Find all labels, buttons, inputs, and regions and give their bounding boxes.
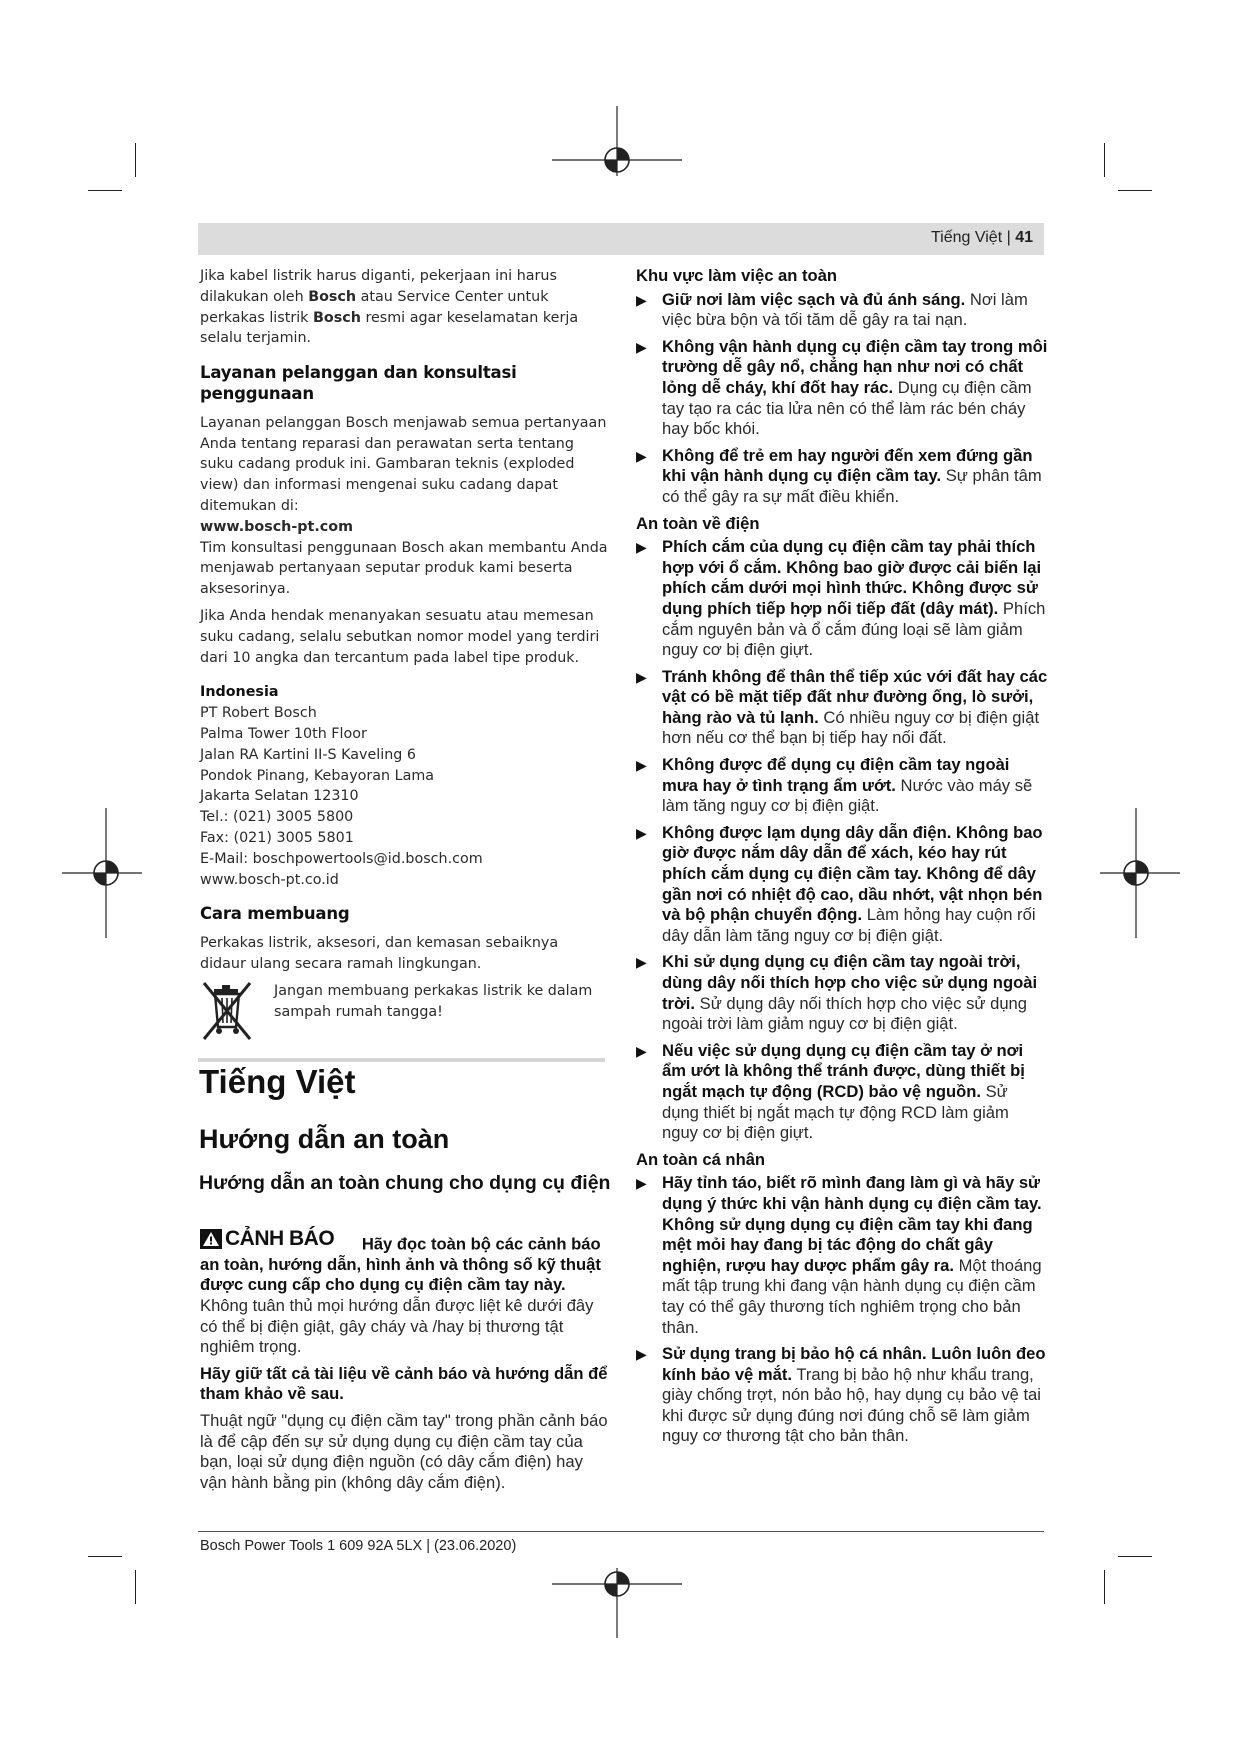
disposal-note: Jangan membuang perkakas listrik ke dalam sampah rumah tangga! <box>274 982 593 1020</box>
warning-block <box>200 1229 610 1499</box>
registration-target-icon <box>552 106 682 176</box>
email-link[interactable]: E-Mail: boschpowertools@id.bosch.com <box>200 850 483 867</box>
crop-mark <box>88 1556 122 1557</box>
service-text: Layanan pelanggan Bosch menjawab semua pertanyaan Anda tentang reparasi dan perawatan serta tentang suku cadang produk ini. Gambaran teknis (exploded view) dan informasi mengenai suku cadang dapat ditemukan di: <box>200 414 607 514</box>
bullet-arrow-icon: ▶ <box>636 539 647 556</box>
item-bold: Sử dụng trang bị bảo hộ cá nhân. Luôn luôn đeo kính bảo vệ mắt. <box>662 1344 1046 1384</box>
section-heading: An toàn cá nhân <box>636 1149 766 1169</box>
crop-mark <box>135 1570 136 1604</box>
intro-text: atau Service Center untuk perkakas listrik <box>200 288 549 326</box>
item-text: Nơi làm việc bừa bộn và tối tăm dễ gây ra tai nạn. <box>662 289 1028 330</box>
bullet-arrow-icon: ▶ <box>636 338 647 355</box>
brand-name: Bosch <box>308 288 357 305</box>
item-text: Một thoáng mất tập trung khi đang vận hành dụng cụ điện cầm tay có thể gây thương tích nghiêm trọng cho bản thân. <box>662 1255 1042 1337</box>
address-line: Tel.: (021) 3005 5800 <box>200 809 354 826</box>
footer-rule <box>198 1531 1044 1532</box>
bullet-arrow-icon: ▶ <box>636 757 647 774</box>
bullet-arrow-icon: ▶ <box>636 1042 647 1059</box>
list-item <box>636 537 1048 661</box>
item-bold: Không vận hành dụng cụ điện cầm tay trong môi trường dễ gây nổ, chẳng hạn như nơi có chất lỏng dễ cháy, khí đốt hay rác. <box>662 336 1048 397</box>
service-heading: Layanan pelanggan dan konsultasi penggunaan <box>200 363 517 403</box>
left-column <box>200 266 608 1041</box>
item-bold: Tránh không để thân thể tiếp xúc với đất hay các vật có bề mặt tiếp đất như đường ống, lò sưởi, hàng rào và tủ lạnh. <box>662 666 1048 727</box>
item-text: Trang bị bảo hộ như khẩu trang, giày chống trợt, nón bảo hộ, hay dụng cụ bảo vệ tai khi được sử dụng đúng nơi đúng chỗ sẽ làm giảm nguy cơ thương tật cho bản thân. <box>662 1364 1041 1446</box>
general-safety-heading: Hướng dẫn an toàn chung cho dụng cụ điện <box>199 1172 611 1194</box>
keep-docs-paragraph <box>200 1364 610 1405</box>
keep-docs-text: Hãy giữ tất cả tài liệu về cảnh báo và hướng dẫn để tham khảo về sau. <box>200 1363 608 1404</box>
address-line: Palma Tower 10th Floor <box>200 725 367 742</box>
safety-title: Hướng dẫn an toàn <box>199 1124 450 1154</box>
page-number: 41 <box>1015 229 1033 246</box>
item-bold: Không được để dụng cụ điện cầm tay ngoài mưa hay ở tình trạng ẩm ướt. <box>662 755 1010 795</box>
address-line: Pondok Pinang, Kebayoran Lama <box>200 767 435 784</box>
item-bold: Hãy tỉnh táo, biết rõ mình đang làm gì và hãy sử dụng ý thức khi vận hành dụng cụ điện cầm tay. Không sử dụng dụng cụ điện cầm tay khi đang mệt mỏi hay đang bị tác động do chất gây nghiện, rượu hay dược phẩm gây ra. <box>662 1173 1042 1275</box>
item-text: Sử dụng dây nối thích hợp cho việc sử dụng ngoài trời làm giảm nguy cơ bị điện giật. <box>662 993 1028 1034</box>
address-line: Jalan RA Kartini II-S Kaveling 6 <box>200 746 416 763</box>
address-line: PT Robert Bosch <box>200 705 317 722</box>
bullet-arrow-icon: ▶ <box>636 824 647 841</box>
country-label: Indonesia <box>200 684 279 701</box>
list-item <box>636 1173 1048 1338</box>
warning-triangle-icon <box>200 1229 222 1249</box>
item-text: Làm hỏng hay cuộn rối dây dẫn làm tăng nguy cơ bị điện giật. <box>662 905 1036 945</box>
list-item <box>636 755 1048 817</box>
intro-text: Jika kabel listrik harus diganti, pekerjaan ini harus dilakukan oleh <box>200 268 557 305</box>
bullet-arrow-icon: ▶ <box>636 1175 647 1192</box>
warning-label: CẢNH BÁO <box>225 1227 335 1250</box>
list-item <box>636 823 1048 947</box>
address-block <box>200 682 608 890</box>
bullet-arrow-icon: ▶ <box>636 1346 647 1363</box>
header-separator: | <box>1006 229 1011 246</box>
term-paragraph: Thuật ngữ "dụng cụ điện cầm tay" trong phần cảnh báo là để cập đến sự sử dụng dụng cụ điện cầm tay của bạn, loại sử dụng điện nguồn (có dây cắm điện) hay vận hành bằng pin (không dây cắm điện). <box>200 1411 608 1492</box>
intro-text: resmi agar keselamatan kerja selalu terjamin. <box>200 309 579 347</box>
section-divider <box>198 1058 605 1062</box>
disposal-note-row <box>200 981 608 1041</box>
service-paragraph: Tim konsultasi penggunaan Bosch akan membantu Anda menjawab pertanyaan seputar produk kami beserta aksesorinya. <box>200 539 608 598</box>
page-header <box>931 229 1033 247</box>
item-bold: Không được lạm dụng dây dẫn điện. Không bao giờ được nắm dây dẫn để xách, kéo hay rút phích cắm dụng cụ điện cầm tay. Không để dây gần nơi có nhiệt độ cao, dầu nhớt, vật nhọn bén và bộ phận chuyển động. <box>662 822 1043 925</box>
list-item <box>636 1041 1048 1144</box>
address-line: Fax: (021) 3005 5801 <box>200 829 354 846</box>
right-column <box>636 266 1048 1453</box>
registration-target-icon <box>1100 808 1180 938</box>
page-footer: Bosch Power Tools 1 609 92A 5LX | (23.06.2020) <box>200 1538 517 1554</box>
warning-text: Không tuân thủ mọi hướng dẫn được liệt kê dưới đây có thể bị điện giật, gây cháy và /hay bị thương tật nghiêm trọng. <box>200 1296 594 1357</box>
item-text: Phích cắm nguyên bản và ổ cắm đúng loại sẽ làm giảm nguy cơ bị điện giựt. <box>662 598 1046 660</box>
list-item <box>636 446 1048 508</box>
crop-mark <box>88 190 122 191</box>
item-bold: Phích cắm của dụng cụ điện cầm tay phải thích hợp với ổ cắm. Không bao giờ được cải biến lại phích cắm dưới mọi hình thức. Không được sử dụng phích tiếp hợp nối tiếp đất (dây mát). <box>662 537 1042 618</box>
list-item <box>636 667 1048 749</box>
crop-mark <box>1104 1570 1105 1604</box>
item-text: Nước vào máy sẽ làm tăng nguy cơ bị điện giật. <box>662 775 1033 816</box>
section-heading: Khu vực làm việc an toàn <box>636 266 838 285</box>
item-bold: Khi sử dụng dụng cụ điện cầm tay ngoài trời, dùng dây nối thích hợp cho việc sử dụng ngoài trời. <box>662 952 1038 1013</box>
language-title: Tiếng Việt <box>199 1063 356 1100</box>
item-bold: Không để trẻ em hay người đến xem đứng gần khi vận hành dụng cụ điện cầm tay. <box>662 445 1033 486</box>
warning-paragraph <box>200 1229 610 1358</box>
service-url-link[interactable]: www.bosch-pt.com <box>200 518 353 535</box>
list-item <box>636 337 1048 440</box>
item-bold: Nếu việc sử dụng dụng cụ điện cầm tay ở nơi ẩm ướt là không thể tránh được, dùng thiết bị ngắt mạch tự động (RCD) bảo vệ nguồn. <box>662 1040 1025 1101</box>
item-text: Dụng cụ điện cầm tay tạo ra các tia lửa nên có thể làm rác bén cháy hay bốc khói. <box>662 377 1032 439</box>
crossed-bin-icon <box>200 981 254 1041</box>
warning-badge <box>200 1229 334 1250</box>
crop-mark <box>135 143 136 177</box>
disposal-paragraph: Perkakas listrik, aksesori, dan kemasan sebaiknya didaur ulang secara ramah lingkungan. <box>200 935 559 972</box>
registration-target-icon <box>552 1568 682 1638</box>
bullet-arrow-icon: ▶ <box>636 668 647 685</box>
bullet-arrow-icon: ▶ <box>636 291 647 308</box>
header-section: Tiếng Việt <box>930 229 1003 246</box>
service-paragraph: Jika Anda hendak menanyakan sesuatu atau memesan suku cadang, selalu sebutkan nomor model yang terdiri dari 10 angka dan tercantum pada label tipe produk. <box>200 607 600 666</box>
registration-target-icon <box>62 808 142 938</box>
brand-name: Bosch <box>313 309 361 326</box>
website-link[interactable]: www.bosch-pt.co.id <box>200 871 339 888</box>
crop-mark <box>1118 1556 1152 1557</box>
disposal-heading: Cara membuang <box>200 904 350 924</box>
bullet-arrow-icon: ▶ <box>636 954 647 971</box>
address-line: Jakarta Selatan 12310 <box>200 788 359 805</box>
header-bar <box>198 223 1044 255</box>
list-item <box>636 290 1048 331</box>
list-item <box>636 1344 1048 1447</box>
item-bold: Giữ nơi làm việc sạch và đủ ánh sáng. <box>662 289 966 309</box>
warning-bold-text: Hãy đọc toàn bộ các cảnh báo an toàn, hướng dẫn, hình ảnh và thông số kỹ thuật được cung cấp cho dụng cụ điện cầm tay này. <box>200 1234 601 1295</box>
item-text: Sự phân tâm có thể gây ra sự mất điều khiển. <box>662 466 1042 506</box>
bullet-arrow-icon: ▶ <box>636 447 647 464</box>
list-item <box>636 952 1048 1034</box>
item-text: Có nhiều nguy cơ bị điện giật hơn nếu cơ thể bạn bị tiếp hay nối đất. <box>662 707 1040 748</box>
section-heading: An toàn về điện <box>636 513 760 533</box>
crop-mark <box>1118 190 1152 191</box>
service-paragraph <box>200 413 608 538</box>
intro-paragraph <box>200 266 608 349</box>
crop-mark <box>1104 143 1105 177</box>
item-text: Sử dụng thiết bị ngắt mạch tự động RCD làm giảm nguy cơ bị điện giựt. <box>662 1081 1009 1143</box>
